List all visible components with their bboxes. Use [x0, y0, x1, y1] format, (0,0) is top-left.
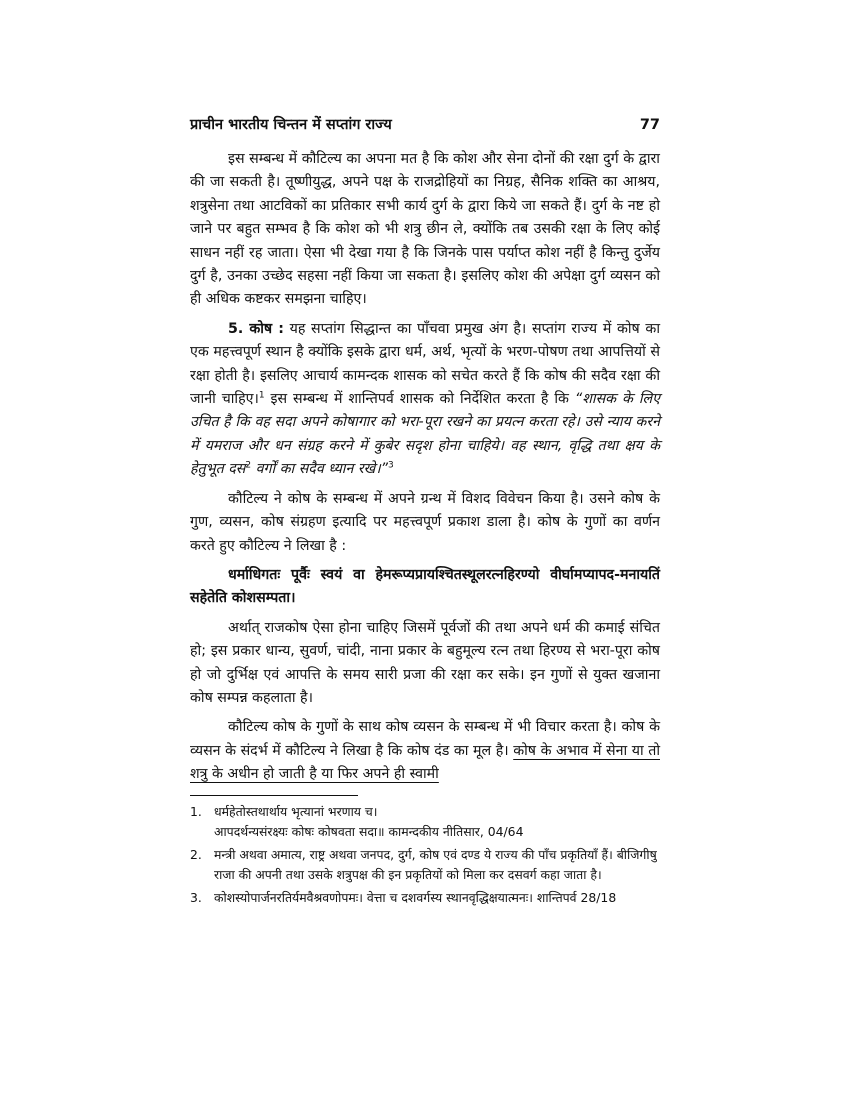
paragraph-durg-kosh: इस सम्बन्ध में कौटिल्य का अपना मत है कि कोश और सेना दोनों की रक्षा दुर्ग के द्वारा की जा सकती है। तूष्णीयुद्ध, अपने पक्ष के राजद्रोहियों का निग्रह, सैनिक शक्ति का आश्रय, शत्रुसेना तथा आटविकों का प्रतिकार सभी कार्य दुर्ग के द्वारा किये जा सकते हैं। दुर्ग के नष्ट हो जाने पर बहुत सम्भव है कि कोश को भी शत्रु छीन ले, क्योंकि तब उसकी रक्षा के लिए कोई साधन नहीं रह जाता। ऐसा भी देखा गया है कि जिनके पास पर्याप्त कोश नहीं है किन्तु दुर्जेय दुर्ग है, उनका उच्छेद सहसा नहीं किया जा सकता है। इसलिए कोश की अपेक्षा दुर्ग व्यसन को ही अधिक कष्टकर समझना चाहिए।: [190, 151, 660, 308]
footnote-line: मन्त्री अथवा अमात्य, राष्ट्र अथवा जनपद, दुर्ग, कोष एवं दण्ड ये राज्य की पाँच प्रकृतियाँ हैं। बीजिगीषु राजा की अपनी तथा उसके शत्रुपक्ष की इन प्रकृतियों को मिला कर दसवर्ग कहा जाता है।: [214, 846, 657, 883]
running-header: [190, 114, 660, 138]
kosh-intro-text: यह सप्तांग सिद्धान्त का पाँचवा प्रमुख अंग है। सप्तांग राज्य में कोष का एक महत्त्वपूर्ण स्थान है क्योंकि इसके द्वारा धर्म, अर्थ, भृत्यों के भरण-पोषण तथा आपत्तियों से रक्षा होती है। इसलिए आचार्य कामन्दक शासक को सचेत करते हैं कि कोष की सदैव रक्षा की जानी चाहिए।: [190, 320, 660, 408]
footnote-2: [190, 845, 660, 886]
footnote-ref-2[interactable]: 2: [245, 460, 252, 471]
footnote-3: [190, 888, 660, 909]
paragraph-kautilya-kosh: कौटिल्य ने कोष के सम्बन्ध में अपने ग्रन्थ में विशद विवेचन किया है। उसने कोष के गुण, व्यसन, कोष संग्रहण इत्यादि पर महत्त्वपूर्ण प्रकाश डाला है। कोष के गुणों का वर्णन करते हुए कौटिल्य ने लिखा है :: [190, 490, 660, 554]
footnote-ref-3[interactable]: 3: [388, 460, 394, 471]
footnote-number: 1.: [190, 803, 202, 819]
paragraph-kosh-vyasan: [190, 716, 660, 786]
running-title: प्राचीन भारतीय चिन्तन में सप्तांग राज्य: [190, 117, 392, 133]
paragraph-meaning: अर्थात् राजकोष ऐसा होना चाहिए जिसमें पूर्वजों की तथा अपने धर्म की कमाई संचित हो; इस प्रकार धान्य, सुवर्ण, चांदी, नाना प्रकार के बहुमूल्य रत्न तथा हिरण्य से भरा-पूरा कोष हो जो दुर्भिक्ष एवं आपत्ति के समय सारी प्रजा की रक्षा कर सके। इन गुणों से युक्त खजाना कोष सम्पन्न कहलाता है।: [190, 619, 660, 706]
shantiparva-quote-end: वर्गों का सदैव ध्यान रखे।”: [251, 461, 388, 478]
footnote-divider: [190, 795, 358, 796]
section-heading-kosh: 5. कोष :: [228, 320, 284, 337]
shantiparva-quote: “शासक के लिए उचित है कि वह सदा अपने कोषागार को भरा-पूरा रखने का प्रयत्न करता रहे। उसे न्याय करने में यमराज और धन संग्रह करने में कुबेर सदृश होना चाहिये। वह स्थान, वृद्धि तथा क्षय के हेतुभूत दस: [190, 391, 660, 478]
footnote-line: धर्महेतोस्तथार्थाय भृत्यानां भरणाय च।: [214, 803, 378, 819]
footnote-number: 2.: [190, 846, 202, 862]
book-page: [190, 114, 660, 910]
page-number: 77: [639, 117, 660, 133]
paragraph-kosh-intro: [190, 318, 660, 482]
kosh-vyasan-last-line: कोष के अभाव में सेना या तो शत्रु के अधीन हो जाती है या फिर अपने ही स्वामी: [190, 742, 660, 783]
kosh-intro-text-2: इस सम्बन्ध में शान्तिपर्व शासक को निर्देशित करता है कि: [264, 391, 575, 408]
kosh-vyasan-text: कौटिल्य कोष के गुणों के साथ कोष व्यसन के सम्बन्ध में भी विचार करता है। कोष के व्यसन के संदर्भ में कौटिल्य ने लिखा है कि कोष दंड का मूल है।: [190, 719, 660, 759]
footnote-line: आपदर्थन्यसंरक्ष्यः कोषः कोषवता सदा॥ कामन्दकीय नीतिसार, 04/64: [214, 824, 524, 840]
footnote-1: [190, 802, 660, 843]
sanskrit-verse: धर्माधिगतः पूर्वैः स्वयं वा हेमरूप्यप्रायश्चितस्थूलरत्नहिरण्यो वीर्घामप्यापद-मनायतिं सहेतेति कोशसम्पता।: [190, 566, 660, 607]
footnote-line: कोशस्योपार्जनरतिर्यमवैश्रवणोपमः। वेत्ता च दशवर्गस्य स्थानवृद्धिक्षयात्मनः। शान्तिपर्व 28/18: [214, 889, 617, 905]
footnote-ref-1[interactable]: 1: [258, 390, 265, 401]
footnote-number: 3.: [190, 889, 202, 905]
